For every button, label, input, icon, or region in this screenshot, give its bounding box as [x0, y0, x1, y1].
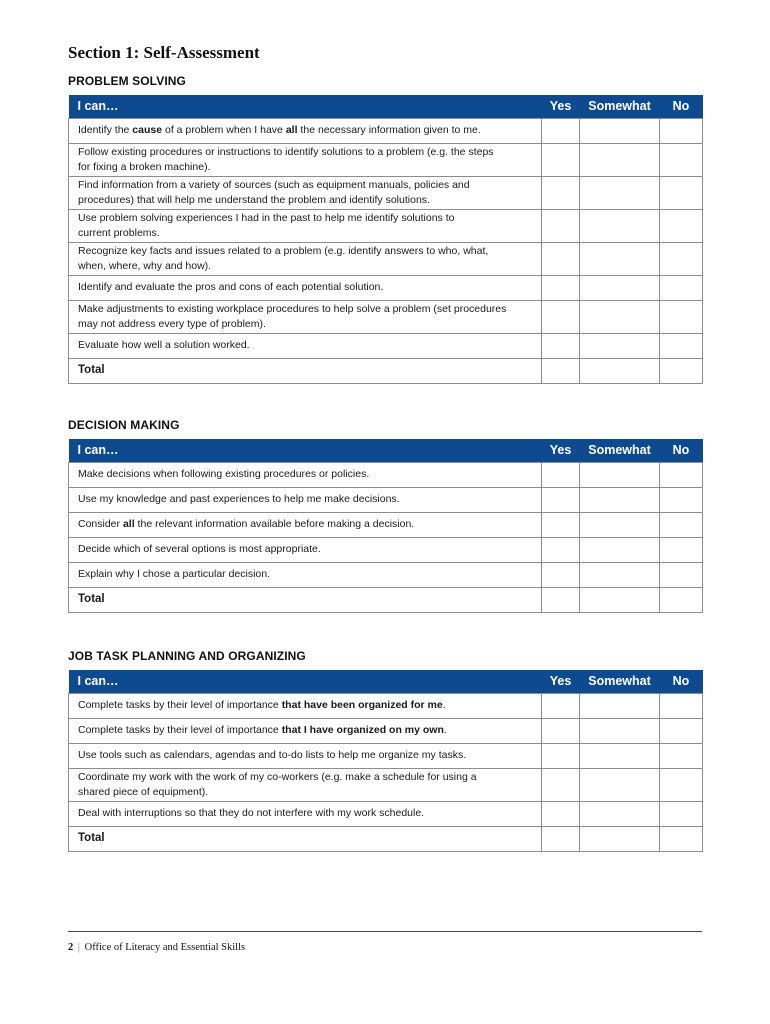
yes-checkbox-cell[interactable] — [542, 143, 580, 176]
statement-text: Find information from a variety of sources (such as equipment manuals, policies and procedures) that will help me understand the problem and identify solutions. — [69, 176, 542, 209]
page-footer — [68, 942, 245, 953]
statement-text: Recognize key facts and issues related to a problem (e.g. identify answers to who, what, when, where, why and how). — [69, 242, 542, 275]
statement-text: Use problem solving experiences I had in the past to help me identify solutions to current problems. — [69, 209, 542, 242]
statement-text: Use tools such as calendars, agendas and to-do lists to help me organize my tasks. — [69, 743, 542, 768]
total-label: Total — [69, 358, 542, 383]
no-checkbox-cell[interactable] — [660, 801, 703, 826]
yes-checkbox-cell[interactable] — [542, 275, 580, 300]
table-row — [69, 242, 703, 275]
yes-total-cell[interactable] — [542, 826, 580, 851]
header-yes: Yes — [542, 95, 580, 118]
table-row — [69, 801, 703, 826]
header-i-can: I can… — [69, 439, 542, 462]
no-checkbox-cell[interactable] — [660, 462, 703, 487]
table-row — [69, 537, 703, 562]
table-row — [69, 693, 703, 718]
no-checkbox-cell[interactable] — [660, 743, 703, 768]
yes-checkbox-cell[interactable] — [542, 537, 580, 562]
table-row — [69, 512, 703, 537]
table-row — [69, 275, 703, 300]
table-row — [69, 333, 703, 358]
yes-total-cell[interactable] — [542, 587, 580, 612]
header-no: No — [660, 439, 703, 462]
table-row — [69, 768, 703, 801]
somewhat-checkbox-cell[interactable] — [580, 693, 660, 718]
page-title: Section 1: Self-Assessment — [68, 43, 260, 62]
statement-text: Complete tasks by their level of importance that have been organized for me. — [69, 693, 542, 718]
statement-text: Decide which of several options is most appropriate. — [69, 537, 542, 562]
yes-checkbox-cell[interactable] — [542, 333, 580, 358]
yes-checkbox-cell[interactable] — [542, 487, 580, 512]
table-row — [69, 718, 703, 743]
problem-solving-table — [68, 95, 703, 384]
table-row — [69, 300, 703, 333]
no-total-cell[interactable] — [660, 587, 703, 612]
somewhat-checkbox-cell[interactable] — [580, 537, 660, 562]
no-checkbox-cell[interactable] — [660, 693, 703, 718]
no-checkbox-cell[interactable] — [660, 275, 703, 300]
somewhat-checkbox-cell[interactable] — [580, 275, 660, 300]
somewhat-checkbox-cell[interactable] — [580, 143, 660, 176]
table-row — [69, 209, 703, 242]
table-row — [69, 743, 703, 768]
somewhat-checkbox-cell[interactable] — [580, 209, 660, 242]
total-label: Total — [69, 587, 542, 612]
table-row — [69, 176, 703, 209]
statement-text: Follow existing procedures or instructions to identify solutions to a problem (e.g. the steps for fixing a broken machine). — [69, 143, 542, 176]
table-header-row — [69, 95, 703, 118]
header-no: No — [660, 670, 703, 693]
somewhat-checkbox-cell[interactable] — [580, 718, 660, 743]
somewhat-checkbox-cell[interactable] — [580, 118, 660, 143]
statement-text: Coordinate my work with the work of my co-workers (e.g. make a schedule for using a shared piece of equipment). — [69, 768, 542, 801]
yes-checkbox-cell[interactable] — [542, 118, 580, 143]
header-yes: Yes — [542, 439, 580, 462]
yes-checkbox-cell[interactable] — [542, 801, 580, 826]
no-total-cell[interactable] — [660, 826, 703, 851]
decision-making-table — [68, 439, 703, 613]
table-header-row — [69, 439, 703, 462]
somewhat-checkbox-cell[interactable] — [580, 333, 660, 358]
no-checkbox-cell[interactable] — [660, 300, 703, 333]
yes-checkbox-cell[interactable] — [542, 242, 580, 275]
no-checkbox-cell[interactable] — [660, 209, 703, 242]
publisher-name: Office of Literacy and Essential Skills — [84, 942, 246, 953]
table-row — [69, 487, 703, 512]
statement-text: Evaluate how well a solution worked. — [69, 333, 542, 358]
somewhat-checkbox-cell[interactable] — [580, 801, 660, 826]
statement-text: Deal with interruptions so that they do not interfere with my work schedule. — [69, 801, 542, 826]
no-checkbox-cell[interactable] — [660, 118, 703, 143]
somewhat-total-cell[interactable] — [580, 826, 660, 851]
problem-solving-heading: PROBLEM SOLVING — [68, 74, 186, 88]
somewhat-checkbox-cell[interactable] — [580, 487, 660, 512]
no-checkbox-cell[interactable] — [660, 333, 703, 358]
header-somewhat: Somewhat — [580, 439, 660, 462]
statement-text: Identify and evaluate the pros and cons of each potential solution. — [69, 275, 542, 300]
header-yes: Yes — [542, 670, 580, 693]
yes-checkbox-cell[interactable] — [542, 462, 580, 487]
yes-checkbox-cell[interactable] — [542, 743, 580, 768]
statement-text: Explain why I chose a particular decision. — [69, 562, 542, 587]
statement-text: Identify the cause of a problem when I have all the necessary information given to me. — [69, 118, 542, 143]
header-somewhat: Somewhat — [580, 670, 660, 693]
statement-text: Use my knowledge and past experiences to help me make decisions. — [69, 487, 542, 512]
somewhat-checkbox-cell[interactable] — [580, 462, 660, 487]
yes-checkbox-cell[interactable] — [542, 300, 580, 333]
no-total-cell[interactable] — [660, 358, 703, 383]
no-checkbox-cell[interactable] — [660, 718, 703, 743]
no-checkbox-cell[interactable] — [660, 562, 703, 587]
job-task-planning-heading: JOB TASK PLANNING AND ORGANIZING — [68, 649, 306, 663]
total-row — [69, 587, 703, 612]
somewhat-checkbox-cell[interactable] — [580, 242, 660, 275]
footer-divider — [68, 931, 702, 932]
footer-separator: | — [77, 942, 80, 953]
page-number: 2 — [68, 942, 74, 953]
decision-making-heading: DECISION MAKING — [68, 418, 180, 432]
somewhat-total-cell[interactable] — [580, 587, 660, 612]
somewhat-checkbox-cell[interactable] — [580, 768, 660, 801]
header-i-can: I can… — [69, 95, 542, 118]
yes-checkbox-cell[interactable] — [542, 768, 580, 801]
table-row — [69, 462, 703, 487]
statement-text: Make decisions when following existing procedures or policies. — [69, 462, 542, 487]
yes-checkbox-cell[interactable] — [542, 512, 580, 537]
yes-checkbox-cell[interactable] — [542, 693, 580, 718]
total-row — [69, 826, 703, 851]
yes-checkbox-cell[interactable] — [542, 718, 580, 743]
somewhat-checkbox-cell[interactable] — [580, 300, 660, 333]
statement-text: Complete tasks by their level of importance that I have organized on my own. — [69, 718, 542, 743]
somewhat-total-cell[interactable] — [580, 358, 660, 383]
somewhat-checkbox-cell[interactable] — [580, 743, 660, 768]
no-checkbox-cell[interactable] — [660, 143, 703, 176]
table-row — [69, 118, 703, 143]
somewhat-checkbox-cell[interactable] — [580, 512, 660, 537]
no-checkbox-cell[interactable] — [660, 768, 703, 801]
no-checkbox-cell[interactable] — [660, 537, 703, 562]
yes-checkbox-cell[interactable] — [542, 562, 580, 587]
table-row — [69, 562, 703, 587]
no-checkbox-cell[interactable] — [660, 487, 703, 512]
table-header-row — [69, 670, 703, 693]
job-task-planning-table — [68, 670, 703, 852]
statement-text: Make adjustments to existing workplace procedures to help solve a problem (set procedures may not address every type of problem). — [69, 300, 542, 333]
yes-checkbox-cell[interactable] — [542, 209, 580, 242]
somewhat-checkbox-cell[interactable] — [580, 562, 660, 587]
yes-total-cell[interactable] — [542, 358, 580, 383]
header-i-can: I can… — [69, 670, 542, 693]
header-no: No — [660, 95, 703, 118]
table-row — [69, 143, 703, 176]
total-label: Total — [69, 826, 542, 851]
total-row — [69, 358, 703, 383]
yes-checkbox-cell[interactable] — [542, 176, 580, 209]
statement-text: Consider all the relevant information available before making a decision. — [69, 512, 542, 537]
no-checkbox-cell[interactable] — [660, 512, 703, 537]
no-checkbox-cell[interactable] — [660, 242, 703, 275]
header-somewhat: Somewhat — [580, 95, 660, 118]
somewhat-checkbox-cell[interactable] — [580, 176, 660, 209]
no-checkbox-cell[interactable] — [660, 176, 703, 209]
